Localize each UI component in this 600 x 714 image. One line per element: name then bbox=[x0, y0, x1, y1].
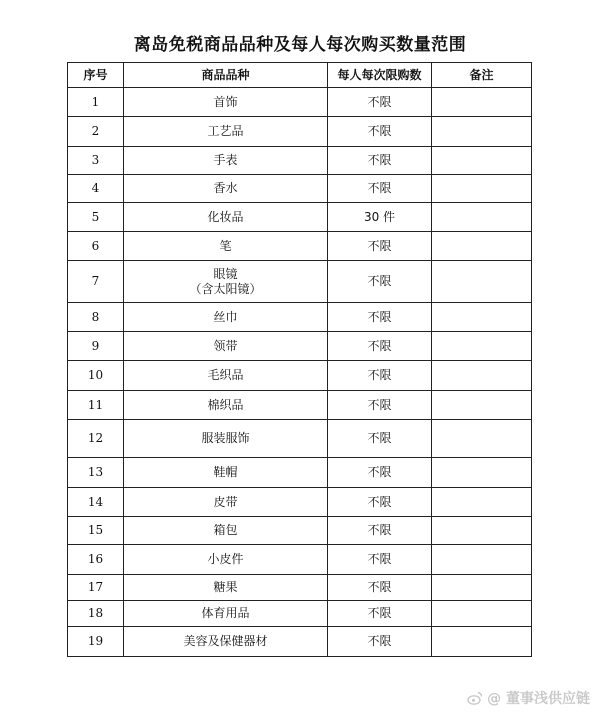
product-name: 美容及保健器材 bbox=[183, 634, 268, 648]
table-row bbox=[68, 88, 532, 117]
row-note bbox=[432, 117, 532, 147]
row-number: 12 bbox=[68, 420, 124, 458]
table-row bbox=[68, 261, 532, 303]
row-product bbox=[124, 458, 328, 488]
row-product bbox=[124, 488, 328, 517]
row-number: 18 bbox=[68, 601, 124, 627]
row-product bbox=[124, 88, 328, 117]
product-name: 糖果 bbox=[213, 580, 238, 594]
row-number: 3 bbox=[68, 147, 124, 175]
row-limit: 不限 bbox=[328, 332, 432, 361]
header-number: 序号 bbox=[68, 63, 124, 88]
row-number: 17 bbox=[68, 575, 124, 601]
row-product bbox=[124, 420, 328, 458]
table-row bbox=[68, 601, 532, 627]
row-limit: 不限 bbox=[328, 88, 432, 117]
row-note bbox=[432, 147, 532, 175]
table-row bbox=[68, 517, 532, 545]
row-product bbox=[124, 332, 328, 361]
product-name: 小皮件 bbox=[207, 552, 244, 566]
row-note bbox=[432, 303, 532, 332]
product-name: 眼镜 bbox=[213, 266, 238, 281]
row-limit: 不限 bbox=[328, 517, 432, 545]
row-product bbox=[124, 303, 328, 332]
product-name: 笔 bbox=[219, 238, 232, 253]
table-row bbox=[68, 117, 532, 147]
row-number: 16 bbox=[68, 545, 124, 575]
row-note bbox=[432, 627, 532, 657]
row-note bbox=[432, 391, 532, 420]
row-note bbox=[432, 203, 532, 232]
row-product bbox=[124, 575, 328, 601]
row-note bbox=[432, 232, 532, 261]
table-row bbox=[68, 361, 532, 391]
product-name: 首饰 bbox=[213, 94, 238, 109]
row-number: 2 bbox=[68, 117, 124, 147]
row-product bbox=[124, 627, 328, 657]
row-note bbox=[432, 601, 532, 627]
product-name: 体育用品 bbox=[201, 606, 250, 620]
row-product bbox=[124, 175, 328, 203]
row-limit: 30 件 bbox=[328, 203, 432, 232]
row-limit: 不限 bbox=[328, 147, 432, 175]
product-name: 手表 bbox=[213, 153, 238, 167]
table-row bbox=[68, 332, 532, 361]
row-limit: 不限 bbox=[328, 420, 432, 458]
product-limit-table bbox=[67, 62, 532, 657]
table-row bbox=[68, 627, 532, 657]
product-name: 服装服饰 bbox=[201, 431, 250, 445]
product-name: 丝巾 bbox=[213, 309, 238, 324]
row-note bbox=[432, 575, 532, 601]
table-row bbox=[68, 232, 532, 261]
row-limit: 不限 bbox=[328, 627, 432, 657]
table-header-row bbox=[68, 63, 532, 88]
row-number: 19 bbox=[68, 627, 124, 657]
row-number: 6 bbox=[68, 232, 124, 261]
row-note bbox=[432, 261, 532, 303]
row-limit: 不限 bbox=[328, 601, 432, 627]
product-name: 工艺品 bbox=[207, 124, 244, 138]
product-name-note: （含太阳镜） bbox=[189, 281, 262, 296]
row-note bbox=[432, 517, 532, 545]
header-product: 商品品种 bbox=[124, 63, 328, 88]
row-note bbox=[432, 545, 532, 575]
row-limit: 不限 bbox=[328, 575, 432, 601]
product-name: 鞋帽 bbox=[213, 465, 238, 479]
row-number: 10 bbox=[68, 361, 124, 391]
row-number: 15 bbox=[68, 517, 124, 545]
row-limit: 不限 bbox=[328, 232, 432, 261]
row-number: 4 bbox=[68, 175, 124, 203]
product-name: 领带 bbox=[213, 338, 238, 353]
row-note bbox=[432, 332, 532, 361]
row-number: 8 bbox=[68, 303, 124, 332]
row-note bbox=[432, 488, 532, 517]
row-product bbox=[124, 601, 328, 627]
row-product bbox=[124, 545, 328, 575]
row-product bbox=[124, 203, 328, 232]
watermark-text: @ 董事浅供应链 bbox=[487, 691, 590, 707]
row-product bbox=[124, 117, 328, 147]
row-limit: 不限 bbox=[328, 261, 432, 303]
row-product bbox=[124, 232, 328, 261]
row-number: 7 bbox=[68, 261, 124, 303]
row-note bbox=[432, 175, 532, 203]
table-row bbox=[68, 420, 532, 458]
table-row bbox=[68, 147, 532, 175]
product-name: 化妆品 bbox=[207, 209, 244, 224]
document-title: 离岛免税商品品种及每人每次购买数量范围 bbox=[133, 35, 467, 55]
table-row bbox=[68, 175, 532, 203]
row-note bbox=[432, 458, 532, 488]
product-name: 皮带 bbox=[213, 494, 238, 509]
row-product bbox=[124, 517, 328, 545]
row-limit: 不限 bbox=[328, 458, 432, 488]
row-limit: 不限 bbox=[328, 488, 432, 517]
weibo-icon bbox=[467, 690, 483, 706]
row-product bbox=[124, 391, 328, 420]
row-limit: 不限 bbox=[328, 545, 432, 575]
table-row bbox=[68, 575, 532, 601]
row-number: 1 bbox=[68, 88, 124, 117]
row-product bbox=[124, 147, 328, 175]
table-row bbox=[68, 391, 532, 420]
product-name: 香水 bbox=[213, 181, 238, 195]
header-note: 备注 bbox=[432, 63, 532, 88]
table-row bbox=[68, 545, 532, 575]
product-name: 棉织品 bbox=[207, 397, 244, 412]
table-row bbox=[68, 458, 532, 488]
product-name: 箱包 bbox=[213, 523, 238, 537]
table-row bbox=[68, 303, 532, 332]
row-product bbox=[124, 261, 328, 303]
row-limit: 不限 bbox=[328, 303, 432, 332]
row-limit: 不限 bbox=[328, 391, 432, 420]
product-name: 毛织品 bbox=[207, 368, 244, 382]
table-row bbox=[68, 488, 532, 517]
row-product bbox=[124, 361, 328, 391]
row-note bbox=[432, 88, 532, 117]
row-note bbox=[432, 420, 532, 458]
row-number: 13 bbox=[68, 458, 124, 488]
row-number: 11 bbox=[68, 391, 124, 420]
row-limit: 不限 bbox=[328, 175, 432, 203]
row-limit: 不限 bbox=[328, 117, 432, 147]
row-number: 9 bbox=[68, 332, 124, 361]
row-number: 5 bbox=[68, 203, 124, 232]
row-limit: 不限 bbox=[328, 361, 432, 391]
row-note bbox=[432, 361, 532, 391]
header-limit: 每人每次限购数 bbox=[328, 63, 432, 88]
row-number: 14 bbox=[68, 488, 124, 517]
table-row bbox=[68, 203, 532, 232]
watermark bbox=[467, 688, 590, 708]
